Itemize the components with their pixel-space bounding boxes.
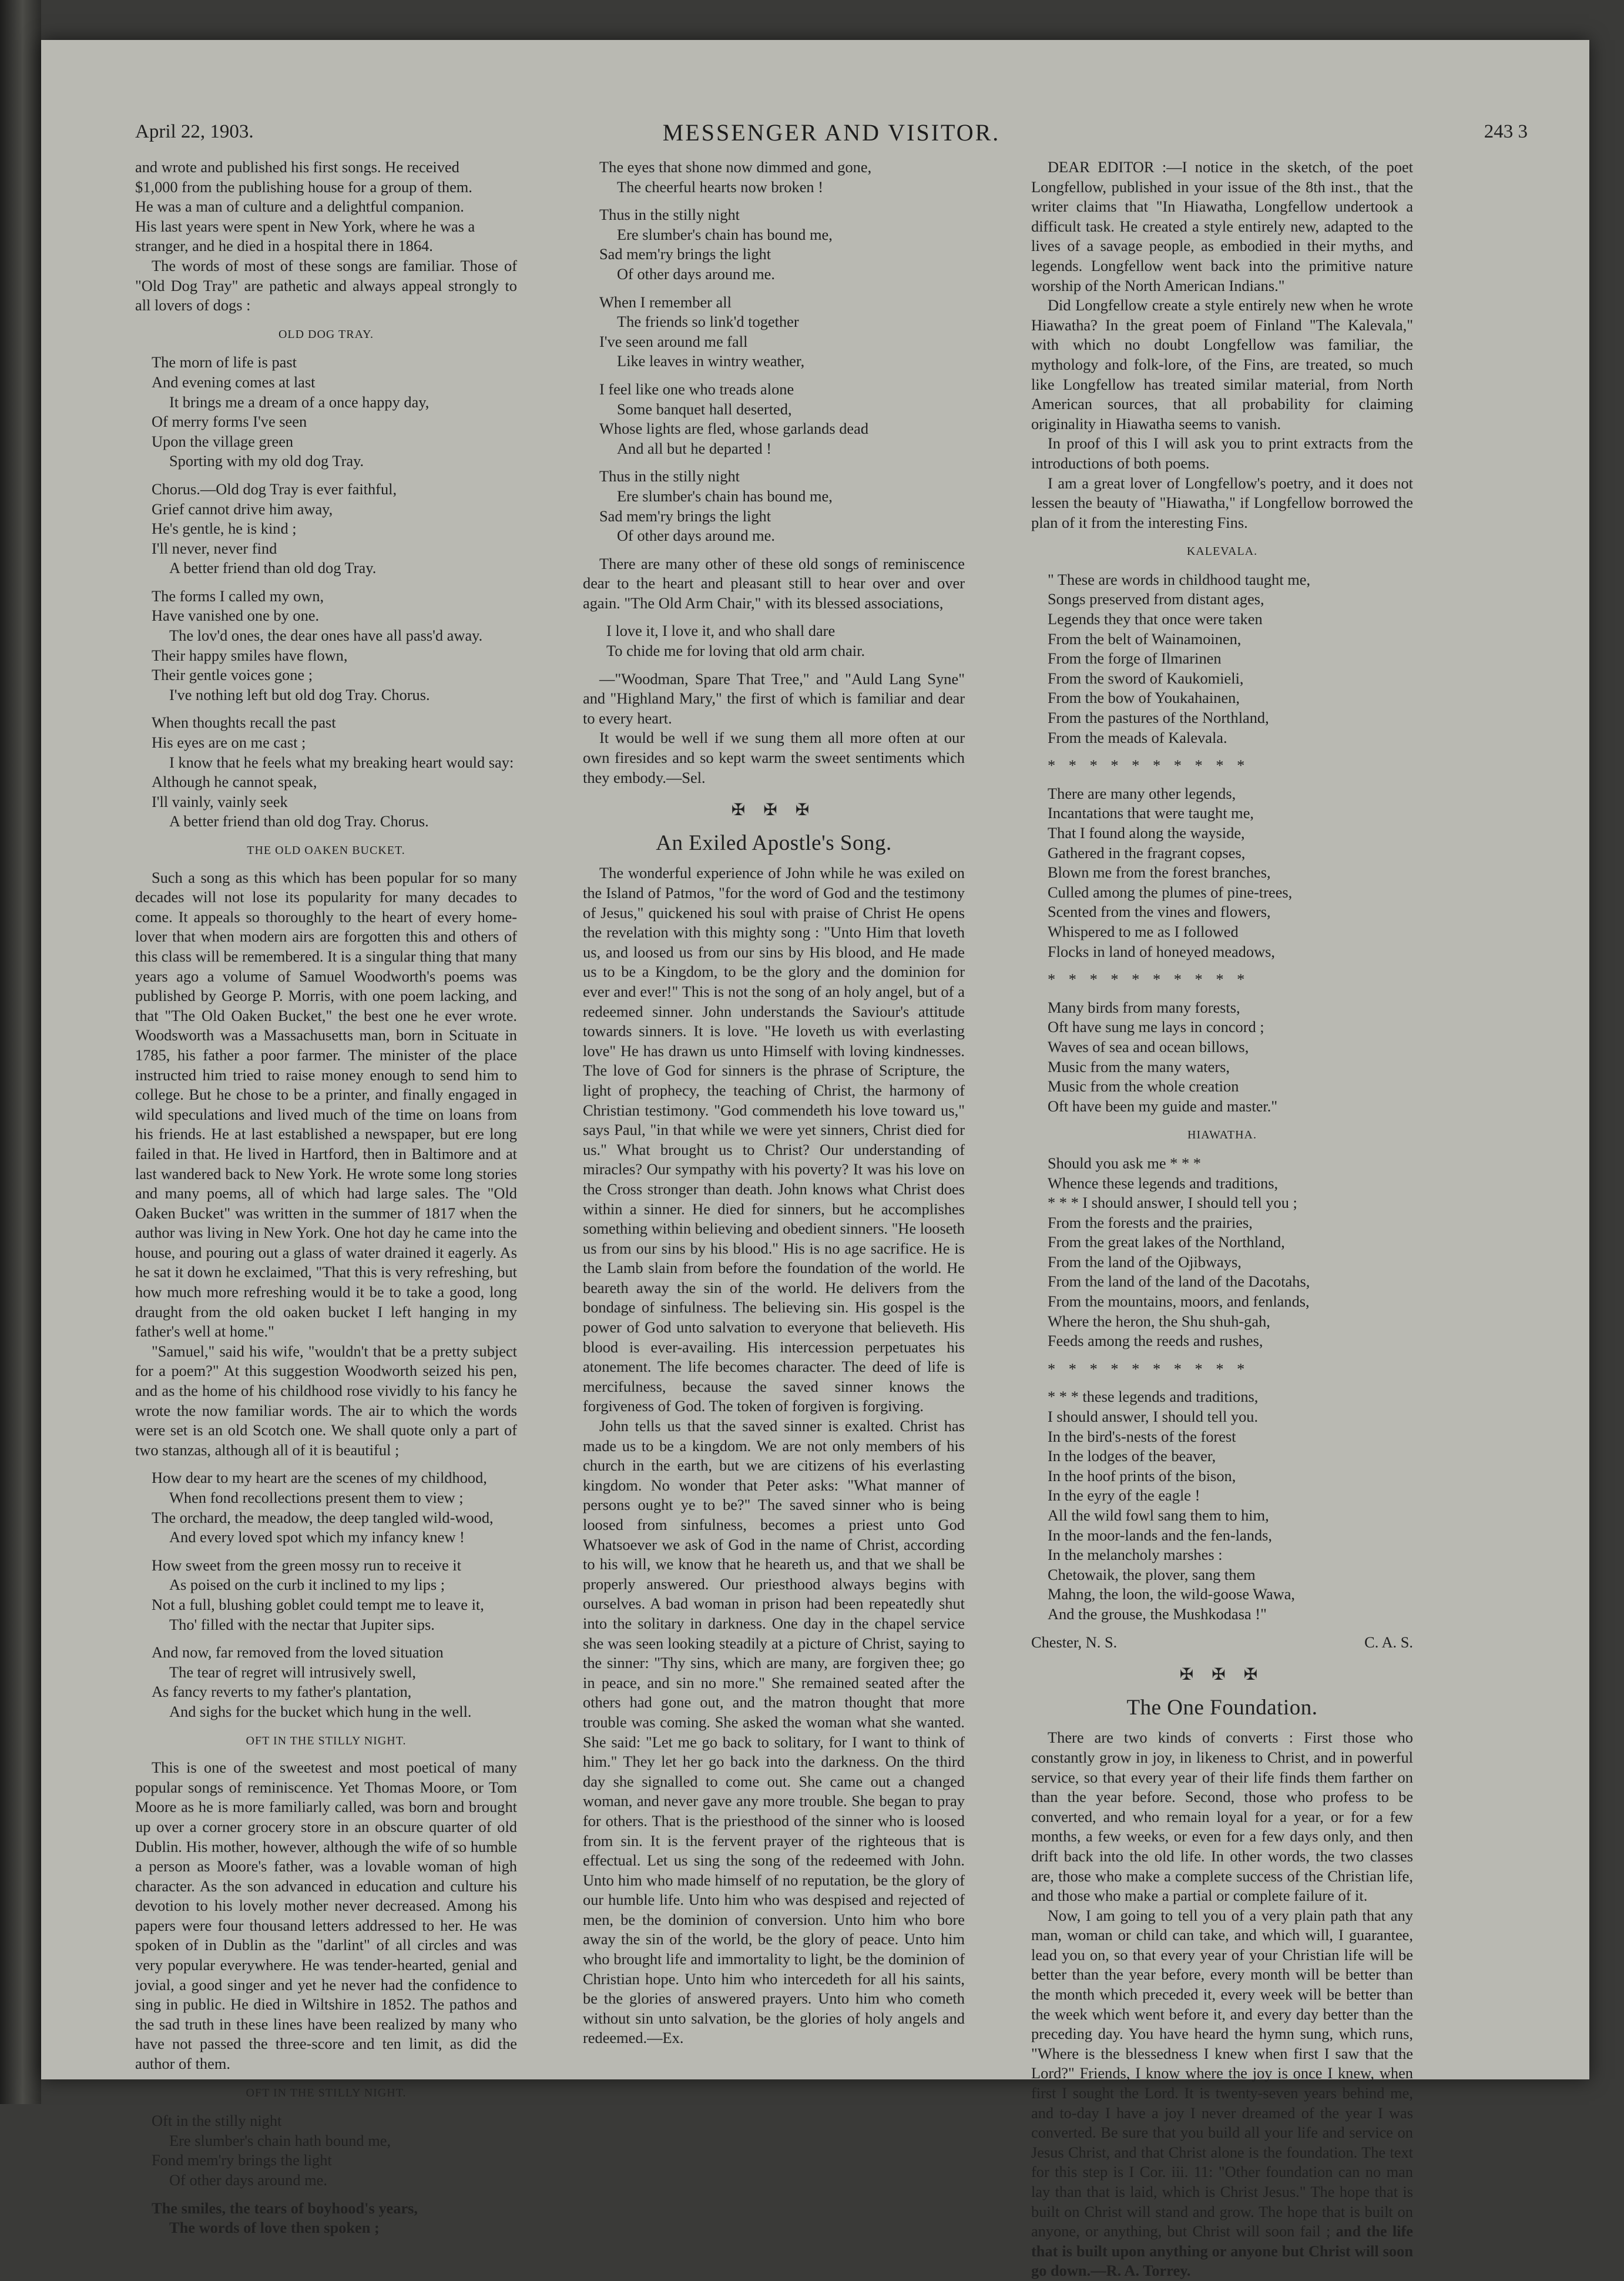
verse-line: To chide me for loving that old arm chair. (606, 642, 865, 660)
verse-line: Feeds among the reeds and rushes, (1048, 1332, 1263, 1350)
verse-line: All the wild fowl sang them to him, (1048, 1506, 1269, 1524)
paragraph: It would be well if we sung them all more often at our own firesides and so kept warm the sweet sentiments which they embody.—Sel. (583, 729, 965, 786)
paragraph: In proof of this I will ask you to print extracts from the introductions of both poems. (1031, 434, 1413, 472)
verse-line: In the hoof prints of the bison, (1048, 1466, 1236, 1485)
signature-place: Chester, N. S. (1031, 1633, 1118, 1651)
verse-line: From the land of the land of the Dacotahs, (1048, 1272, 1310, 1291)
verse-line: The smiles, the tears of boyhood's years, (152, 2199, 418, 2217)
poem-stanza (152, 1468, 517, 1547)
poem-stanza (152, 713, 517, 832)
poem-stanza (152, 1556, 517, 1634)
poem-stanza (1048, 570, 1413, 748)
verse-line: In the bird's-nests of the forest (1048, 1427, 1236, 1445)
paragraph: I am a great lover of Longfellow's poetry, and it does not lessen the beauty of "Hiawatha," if Longfellow borrowed the plan of it from the interesting Fins. (1031, 474, 1413, 531)
section-separator: ✠ ✠ ✠ (731, 801, 817, 820)
newspaper-page (41, 40, 1589, 2280)
paragraph: "Samuel," said his wife, "wouldn't that be a pretty subject for a poem?" At this suggestion Woodworth seized his pen, and as the home of his childhood rose vividly to his fancy he wrote the now familiar words. The air to which the words were set is an old Scotch one. We shall quote only a part of two stanzas, although all of it is beautiful ; (135, 1342, 517, 1459)
column-3 (1031, 158, 1413, 2281)
verse-line: I'll never, never find (152, 539, 277, 557)
verse-line: And every loved spot which my infancy knew ! (169, 1528, 465, 1546)
verse-line: Some banquet hall deserted, (617, 400, 792, 418)
poem-stanza (152, 587, 517, 705)
verse-line: Gathered in the fragrant copses, (1048, 843, 1246, 862)
verse-line: Flocks in land of honeyed meadows, (1048, 942, 1275, 960)
verse-line: Ere slumber's chain has bound me, (617, 487, 833, 505)
verse-line: Of other days around me. (617, 264, 775, 283)
paragraph: DEAR EDITOR :—I notice in the sketch, of the poet Longfellow, published in your issue of the 8th inst., that the writer claims that "In Hiawatha, Longfellow undertook a difficult task. He created a style entirely new, adapted to the lives of a savage people, as embodied in their myths, and legends. Longfellow went back into the primitive nature worship of the North American Indians." (1031, 158, 1413, 294)
poem-stanza (152, 2199, 517, 2238)
verse-line: Ere slumber's chain hath bound me, (169, 2131, 391, 2149)
verse-line: I'll vainly, vainly seek (152, 792, 288, 810)
verse-line: I've seen around me fall (599, 332, 748, 350)
verse-line: As poised on the curb it inclined to my lips ; (169, 1576, 445, 1594)
verse-line: Incantations that were taught me, (1048, 804, 1254, 822)
verse-line: From the belt of Wainamoinen, (1048, 629, 1242, 648)
verse-line: Songs preserved from distant ages, (1048, 590, 1264, 608)
paragraph: The words of most of these songs are familiar. Those of "Old Dog Tray" are pathetic and always appeal strongly to all lovers of dogs : (135, 256, 517, 314)
paragraph: Did Longfellow create a style entirely new when he wrote Hiawatha? In the great poem of Finland "The Kalevala," with which no doubt Longfellow was familiar, the mythology and folk-lore, of the Fins, are treated, so much like Longfellow has treated similar material, from North American sources, that all probability for claiming originality in Hiawatha seems to vanish. (1031, 296, 1413, 433)
verse-line: Oft have sung me lays in concord ; (1048, 1018, 1264, 1036)
section-heading: OLD DOG TRAY. (278, 327, 374, 341)
verse-line: Of other days around me. (169, 2171, 327, 2189)
verse-line: Legends they that once were taken (1048, 610, 1263, 628)
poem-stanza (599, 205, 965, 284)
poem-stanza (152, 480, 517, 578)
poem-stanza (599, 380, 965, 458)
verse-line: From the bow of Youkahainen, (1048, 689, 1240, 707)
verse-line: Scented from the vines and flowers, (1048, 903, 1271, 921)
verse-line: The forms I called my own, (152, 587, 324, 605)
verse-line: I know that he feels what my breaking heart would say: (169, 753, 514, 771)
verse-line: Chetowaik, the plover, sang them (1048, 1565, 1256, 1583)
verse-line: From the forge of Ilmarinen (1048, 649, 1222, 668)
verse-line: Ere slumber's chain has bound me, (617, 225, 833, 243)
ellipsis-stars: * * * * * * * * * * (1048, 1359, 1250, 1378)
poem-stanza (599, 158, 965, 197)
verse-line: And the grouse, the Mushkodasa !" (1048, 1605, 1267, 1623)
verse-line: * * * these legends and traditions, (1048, 1388, 1259, 1406)
verse-line: Sad mem'ry brings the light (599, 507, 771, 525)
verse-line: Whispered to me as I followed (1048, 922, 1239, 940)
verse-line: Where the heron, the Shu shuh-gah, (1048, 1312, 1270, 1330)
verse-line: Culled among the plumes of pine-trees, (1048, 883, 1293, 901)
paragraph: —"Woodman, Spare That Tree," and "Auld Lang Syne" and "Highland Mary," the first of which is familiar and dear to every heart. (583, 669, 965, 727)
verse-line: A better friend than old dog Tray. Chorus. (169, 812, 429, 830)
ellipsis-stars: * * * * * * * * * * (1048, 756, 1250, 775)
verse-line: Sporting with my old dog Tray. (169, 452, 364, 470)
paragraph: There are two kinds of converts : First those who constantly grow in joy, in likeness to Christ, and in powerful service, so that every year of their life finds them farther on than the year before. Second, those who profess to be converted, and who remain loyal for a year, or for a few months, a few weeks, or even for a few days only, and then drift back into the old life. In other words, the two classes are, those who make a complete success of the Christian life, and those who make a partial or complete failure of it. (1031, 1729, 1413, 1905)
verse-line: A better friend than old dog Tray. (169, 559, 377, 577)
section-heading: OFT IN THE STILLY NIGHT. (246, 2086, 407, 2099)
verse-line: Mahng, the loon, the wild-goose Wawa, (1048, 1585, 1296, 1603)
poem-stanza (152, 353, 517, 471)
verse-line: As fancy reverts to my father's plantation, (152, 1683, 412, 1701)
page-header (135, 121, 1528, 156)
verse-line: The tear of regret will intrusively swell, (169, 1663, 416, 1681)
section-heading: HIAWATHA. (1187, 1128, 1257, 1142)
paragraph (1031, 1906, 1413, 2281)
verse-line: I've nothing left but old dog Tray. Chorus. (169, 685, 430, 704)
article-title: The One Foundation. (1126, 1695, 1318, 1720)
signature-initials: C. A. S. (1364, 1633, 1413, 1651)
verse-line: The lov'd ones, the dear ones have all pass'd away. (169, 627, 483, 645)
text-line: and wrote and published his first songs. He received (135, 158, 459, 176)
intro-lines (135, 158, 517, 256)
section-heading: KALEVALA. (1186, 545, 1258, 558)
paragraph-end: and the life that is built upon anything or anyone but Christ will soon go down.—R. A. Torrey. (1031, 2222, 1413, 2280)
verse-line: I love it, I love it, and who shall dare (606, 622, 836, 640)
text-line: He was a man of culture and a delightful companion. (135, 197, 464, 216)
verse-line: How sweet from the green mossy run to receive it (152, 1556, 461, 1574)
article-title: An Exiled Apostle's Song. (656, 830, 892, 855)
verse-line: Not a full, blushing goblet could tempt me to leave it, (152, 1595, 484, 1613)
paragraph: Such a song as this which has been popular for so many decades will not lose its popularity for many decades to come. It appeals so thoroughly to the heart of every home-lover that when modern airs are forgotten this and others of this class will be remembered. It is a singular thing that many years ago a volume of Samuel Woodworth's poems was published by George P. Morris, with one poem lacking, and that "The Old Oaken Bucket," the best one he ever wrote. Woodsworth was a Massachusetts man, born in Scituate in 1785, his father a poor farmer. The minister of the place instructed him tried to raise money enough to send him to college. But he chose to be a printer, and finally engaged in wild speculations and lived much of the time on loans from his friends. He at last established a newspaper, but ere long failed in that. He lived in Hartford, then in Baltimore and at last wandered back to New York. He wrote some long stories and many poems, all of which had large sales. The "Old Oaken Bucket" was written in the summer of 1817 when the author was living in New York. One hot day he came into the house, and pouring out a glass of water drained it eagerly. As he sat it down he exclaimed, "That this is very refreshing, but how much more refreshing would it be to take a good, long draught from the old oaken bucket I left hanging in my father's well at home." (135, 868, 517, 1341)
verse-line: Music from the whole creation (1048, 1077, 1239, 1096)
verse-line: From the sword of Kaukomieli, (1048, 669, 1244, 687)
verse-line: The eyes that shone now dimmed and gone, (599, 158, 872, 176)
masthead: MESSENGER AND VISITOR. (662, 119, 1001, 146)
verse-line: Blown me from the forest branches, (1048, 863, 1271, 882)
section-heading: OFT IN THE STILLY NIGHT. (246, 1734, 407, 1747)
poem-stanza (599, 467, 965, 545)
verse-line: It brings me a dream of a once happy day, (169, 393, 430, 411)
verse-line: When I remember all (599, 293, 732, 311)
verse-line: In the melancholy marshes : (1048, 1546, 1223, 1564)
paragraph: This is one of the sweetest and most poetical of many popular songs of reminiscence. Yet Thomas Moore, or Tom Moore as he is more familiarly called, was born and brought up over a corner grocery store in an obscure quarter of old Dublin. His mother, however, although the wife of so humble a person as Moore's father, was a lovable woman of high character. As the son advanced in education and culture his devotion to his lovely mother never decreased. Among his papers were four thousand letters addressed to her. He was spoken of in Dublin as the "darlint" of all circles and was very popular everywhere. He was tender-hearted, genial and jovial, a good singer and yet he never had the confidence to sing in public. He died in Wiltshire in 1852. The pathos and the sad truth in these lines have been realized by many who have not passed the three-score and ten limit, as did the author of them. (135, 1759, 517, 2073)
ellipsis-stars: * * * * * * * * * * (1048, 970, 1250, 989)
verse-line: Thus in the stilly night (599, 206, 740, 224)
verse-line: Although he cannot speak, (152, 773, 317, 791)
poem-stanza (1048, 1154, 1413, 1351)
verse-line: Thus in the stilly night (599, 467, 740, 485)
verse-line: Their happy smiles have flown, (152, 646, 348, 664)
verse-line: Fond mem'ry brings the light (152, 2151, 332, 2169)
verse-line: Grief cannot drive him away, (152, 500, 333, 518)
verse-line: His eyes are on me cast ; (152, 733, 306, 752)
verse-line: Like leaves in wintry weather, (617, 352, 805, 370)
verse-line: Upon the village green (152, 432, 294, 450)
verse-line: Oft in the stilly night (152, 2112, 282, 2130)
poem-stanza (1048, 998, 1413, 1117)
page-number: 243 3 (1484, 121, 1528, 142)
poem-stanza (599, 293, 965, 371)
verse-line: Of other days around me. (617, 527, 775, 545)
verse-line: Many birds from many forests, (1048, 998, 1240, 1016)
verse-line: There are many other legends, (1048, 784, 1236, 802)
verse-line: Music from the many waters, (1048, 1057, 1230, 1076)
verse-line: Oft have been my guide and master." (1048, 1097, 1278, 1115)
verse-line: The cheerful hearts now broken ! (617, 177, 823, 196)
verse-line: From the mountains, moors, and fenlands, (1048, 1292, 1310, 1311)
issue-date: April 22, 1903. (135, 121, 254, 142)
text-line: stranger, and he died in a hospital there in 1864. (135, 237, 433, 255)
verse-line: * * * I should answer, I should tell you ; (1048, 1194, 1297, 1212)
column-2 (583, 158, 965, 2048)
verse-line: When fond recollections present them to view ; (169, 1489, 464, 1506)
verse-line: Have vanished one by one. (152, 607, 320, 625)
poem-stanza (606, 621, 965, 661)
verse-line: I should answer, I should tell you. (1048, 1408, 1259, 1426)
paragraph: The wonderful experience of John while he was exiled on the Island of Patmos, "for the word of God and the testimony of Jesus," quickened his soul with praise of Christ He opens the revelation with this mighty song : "Unto Him that loveth us, and loosed us from our sins by His blood, and He made us to be a Kingdom, to be the glory and the dominion for ever and ever!" This is not the song of an holy angel, but of a redeemed sinner. John understands the Saviour's attitude towards sinners. It is love. "He loveth us with everlasting love" He has drawn us unto Himself with loving kindnesses. The love of God for sinners is the phrase of Scripture, the light of prophecy, the teaching of Christ, the harmony of Christian testimony. "God commendeth his love toward us," says Paul, "in that while we were yet sinners, Christ died for us." What brought us to Christ? Our understanding of miracles? Our sympathy with his poverty? It was his love on the Cross stronger than death. John knows what Christ does within a sinner. He died for sinners, but he accomplishes something within believing and obedient sinners. "He looseth us from our sins by his blood." His is no age sacrifice. He is the Lamb slain from before the foundation of the world. He beareth away the sin of the world. He delivers from the bondage of sinfulness. The believing sin. His gospel is the power of God unto salvation to everyone that believeth. His blood is ever-availing. His intercession perpetuates his atonement. The life becomes character. The deed of life is mercifulness, because the saved sinner knows the forgiveness of God. The token of forgiven is forgiving. (583, 864, 965, 1415)
adjacent-page-edge (0, 0, 41, 2104)
section-heading: THE OLD OAKEN BUCKET. (247, 844, 405, 857)
verse-line: Whence these legends and traditions, (1048, 1174, 1279, 1192)
verse-line: The friends so link'd together (617, 313, 799, 331)
poem-stanza (152, 2111, 517, 2190)
paragraph: John tells us that the saved sinner is exalted. Christ has made us to be a kingdom. We are not only members of his church in the earth, but we are citizens of his everlasting kingdom. No wonder that Peter asks: "What manner of persons ought ye to be?" The saved sinner who is being loosed from sinfulness, becomes a priest unto God Whatsoever we ask of God in the name of Christ, according to his will, we know that he heareth us, and that we shall be properly answered. Our priesthood always begins with ourselves. A bad woman in prison had been repeatedly shut into the solitary in darkness. One day in the chapel service she was seen looking steadily at a picture of Christ, saying to the sinner: "Thy sins, which are many, are forgiven thee; go in peace, and sin no more." She remained seated after the others had gone out, and the matron thought that more trouble was coming. She asked the woman what she wanted. She said: "Let me go back to solitary, for I want to think of him." They let her go back into the darkness. On the third day she signalled to come out. She came out a changed woman, and never gave any more trouble. She began to pray for others. That is the priesthood of the sinner who is loosed from sin. It is the fervent prayer of the righteous that is effectual. Let us sing the song of the redeemed with John. Unto him who made himself of no reputation, be the glory of our humble life. Unto him who was despised and rejected of men, be the dominion of conversion. Unto him who bore away the sin of the world, be the glory of peace. Unto him who brought life and immortality to light, be the dominion of Christian hope. Unto him who intercedeth for all his saints, be the glories of answered prayers. Unto him who cometh without sin unto salvation, be the glories of holy angels and redeemed.—Ex. (583, 1417, 965, 2047)
verse-line: Of merry forms I've seen (152, 413, 307, 431)
verse-line: From the great lakes of the Northland, (1048, 1233, 1285, 1251)
verse-line: Sad mem'ry brings the light (599, 245, 771, 263)
poem-stanza (1048, 784, 1413, 962)
verse-line: And now, far removed from the loved situation (152, 1643, 444, 1662)
verse-line: The morn of life is past (152, 353, 297, 371)
verse-line: He's gentle, he is kind ; (152, 520, 297, 538)
verse-line: " These are words in childhood taught me, (1048, 570, 1311, 588)
section-separator: ✠ ✠ ✠ (1179, 1666, 1265, 1684)
verse-line: And evening comes at last (152, 373, 316, 391)
verse-line: From the meads of Kalevala. (1048, 728, 1227, 746)
paragraph-body: Now, I am going to tell you of a very plain path that any man, woman or child can take, and which will, I guarantee, lead you on, so that every year of your Christian life will be better than the year before, every month will be better than the month which preceded it, every week will be better than the week which went before it, and every day better than the preceding day. You have heard the hymn sung, which runs, "Where is the blessedness I knew when first I saw that the Lord?" Friends, I know where the joy is once I knew, when first I sought the Lord. It is twenty-seven years behind me, and to-day I have a joy I never dreamed of the year I was converted. Be sure that you build all your life and service on Jesus Christ, and that Christ alone is the foundation. The text for this step is I Cor. iii. 11: "Other foundation can no man lay than that is laid, which is Christ Jesus." The hope that is built on Christ will stand and grow. The hope that is built on anyone, or anything, but Christ will soon fail ; (1031, 1906, 1413, 2240)
verse-line: Should you ask me * * * (1048, 1154, 1201, 1172)
verse-line: In the eyry of the eagle ! (1048, 1486, 1200, 1505)
verse-line: In the lodges of the beaver, (1048, 1447, 1216, 1465)
signature-line (1031, 1633, 1413, 1653)
verse-line: Their gentle voices gone ; (152, 666, 313, 684)
text-line: His last years were spent in New York, where he was a (135, 217, 475, 235)
poem-stanza (152, 1643, 517, 1721)
verse-line: And sighs for the bucket which hung in the well. (169, 1702, 472, 1720)
verse-line: Whose lights are fled, whose garlands dead (599, 420, 869, 438)
paragraph: There are many other of these old songs of reminiscence dear to the heart and pleasant still to hear over and over again. "The Old Arm Chair," with its blessed associations, (583, 554, 965, 612)
verse-line: In the moor-lands and the fen-lands, (1048, 1526, 1273, 1544)
verse-line: From the land of the Ojibways, (1048, 1252, 1242, 1271)
verse-line: The orchard, the meadow, the deep tangled wild-wood, (152, 1508, 494, 1526)
verse-line: That I found along the wayside, (1048, 824, 1245, 842)
verse-line: How dear to my heart are the scenes of my childhood, (152, 1469, 487, 1487)
verse-line: When thoughts recall the past (152, 714, 336, 732)
verse-line: Chorus.—Old dog Tray is ever faithful, (152, 480, 397, 498)
verse-line: Tho' filled with the nectar that Jupiter sips. (169, 1615, 435, 1633)
column-1 (135, 158, 517, 2246)
verse-line: From the pastures of the Northland, (1048, 709, 1269, 727)
verse-line: From the forests and the prairies, (1048, 1213, 1253, 1231)
verse-line: The words of love then spoken ; (169, 2219, 380, 2237)
verse-line: And all but he departed ! (617, 439, 772, 457)
text-line: $1,000 from the publishing house for a group of them. (135, 177, 472, 196)
poem-stanza (1048, 1387, 1413, 1624)
verse-line: Waves of sea and ocean billows, (1048, 1037, 1249, 1056)
verse-line: I feel like one who treads alone (599, 380, 794, 398)
